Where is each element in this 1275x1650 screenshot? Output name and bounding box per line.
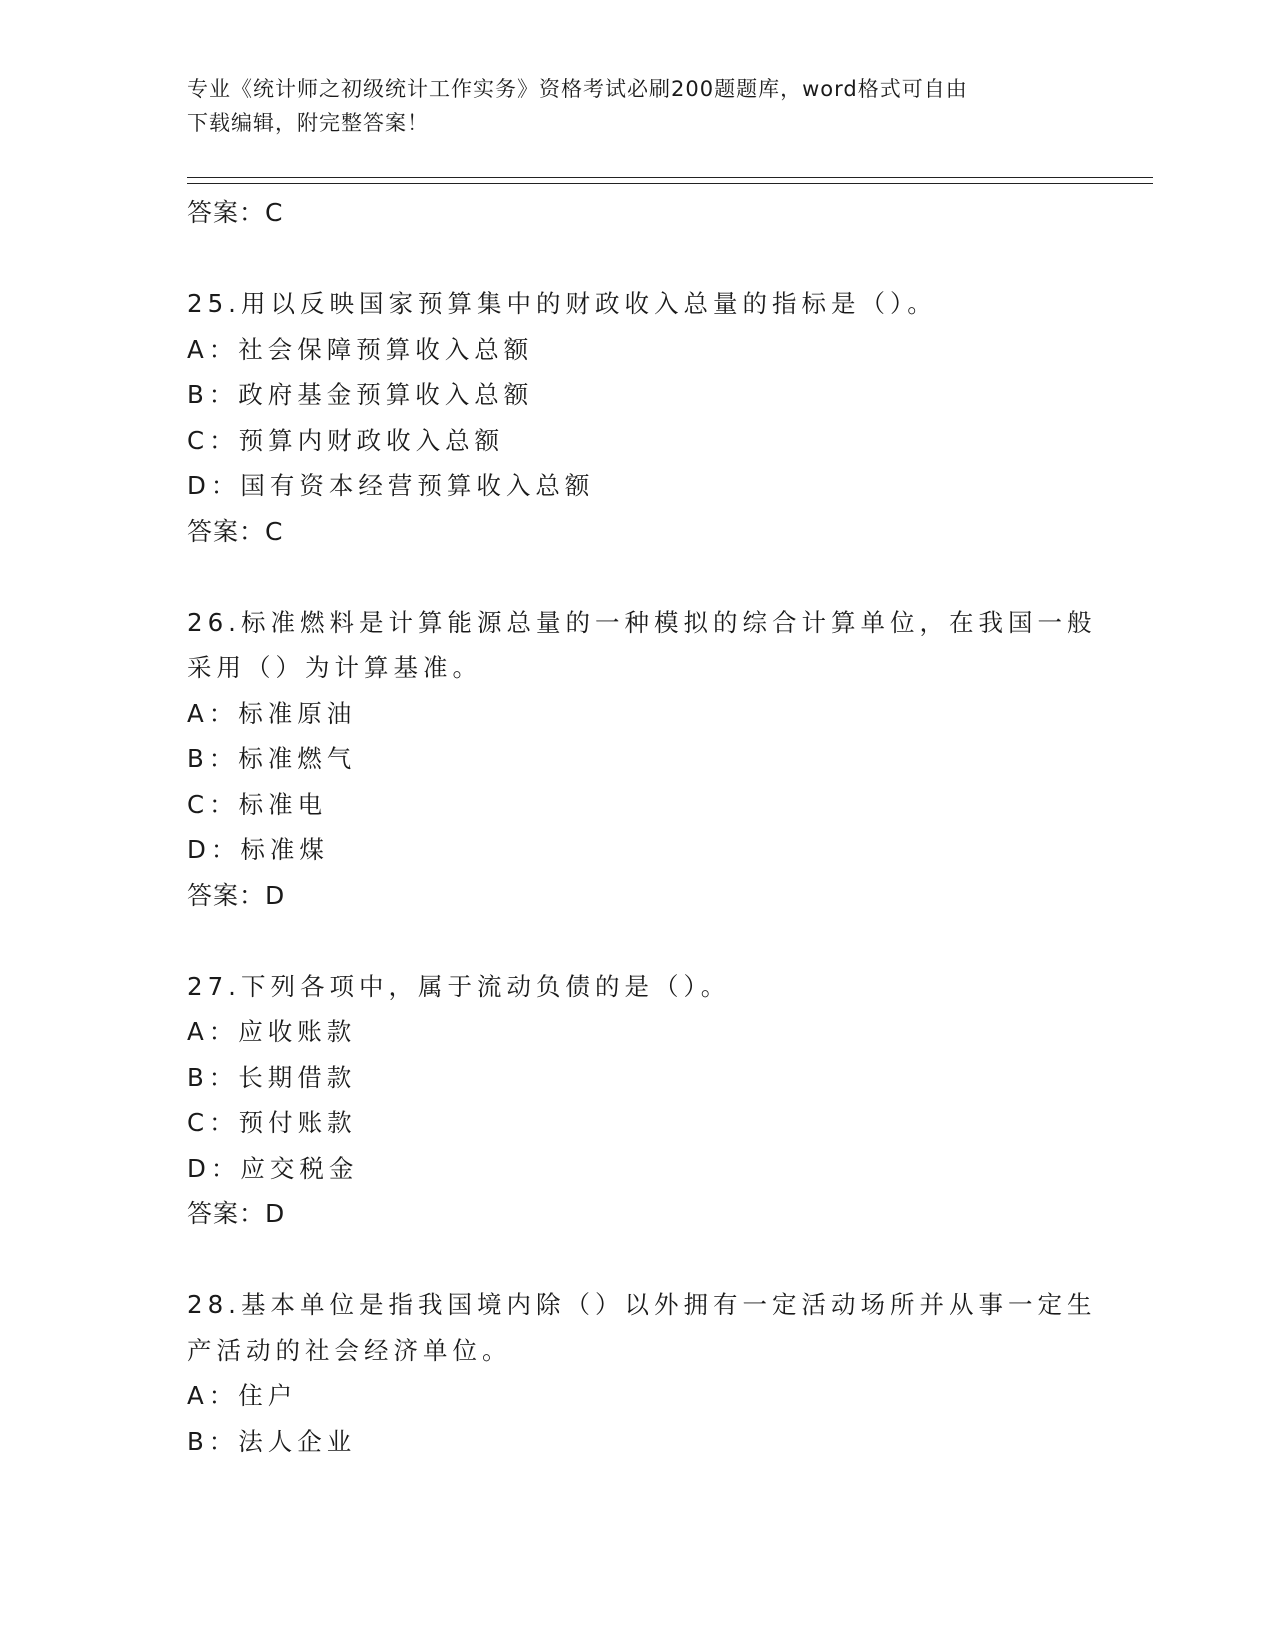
spacer [187,236,1087,282]
option-b: B：标准燃气 [187,744,357,773]
spacer [187,1237,1087,1283]
answer-label: 答案：C [187,198,284,227]
header-line-2: 下载编辑，附完整答案！ [187,111,429,135]
question-26 [187,600,1097,919]
question-content [187,190,1097,1464]
header-line-1: 专业《统计师之初级统计工作实务》资格考试必刷200题题库，word格式可自由 [187,77,968,101]
spacer [187,554,1087,600]
option-d: D：应交税金 [187,1153,359,1183]
option-c: C：预算内财政收入总额 [187,425,505,455]
option-a: A：应收账款 [187,1017,357,1046]
question-text: 28.基本单位是指我国境内除（）以外拥有一定活动场所并从事一定生 [187,1290,1097,1319]
option-d: D：标准煤 [187,835,329,864]
question-text: 26.标准燃料是计算能源总量的一种模拟的综合计算单位，在我国一般 [187,607,1097,637]
header-divider-bottom [187,183,1153,184]
header-divider-top [187,177,1153,178]
option-c: C：预付账款 [187,1108,357,1137]
question-28 [187,1282,1097,1464]
spacer [187,918,1087,964]
answer-label: 答案：C [187,516,284,546]
option-c: C：标准电 [187,789,328,819]
document-header [187,72,1087,140]
question-27 [187,964,1087,1237]
question-text-continued: 产活动的社会经济单位。 [187,1335,512,1365]
option-a: A：标准原油 [187,698,357,728]
question-text-continued: 采用（）为计算基准。 [187,653,482,682]
option-b: B：长期借款 [187,1062,357,1092]
option-a: A：住户 [187,1381,298,1410]
option-d: D：国有资本经营预算收入总额 [187,471,595,500]
question-25 [187,281,1087,554]
option-a: A：社会保障预算收入总额 [187,334,534,364]
answer-label: 答案：D [187,880,286,910]
question-text: 27.下列各项中，属于流动负债的是（）。 [187,971,731,1001]
answer-label: 答案：D [187,1199,286,1228]
option-b: B：法人企业 [187,1426,357,1456]
option-b: B：政府基金预算收入总额 [187,380,534,409]
question-text: 25.用以反映国家预算集中的财政收入总量的指标是（）。 [187,289,937,318]
